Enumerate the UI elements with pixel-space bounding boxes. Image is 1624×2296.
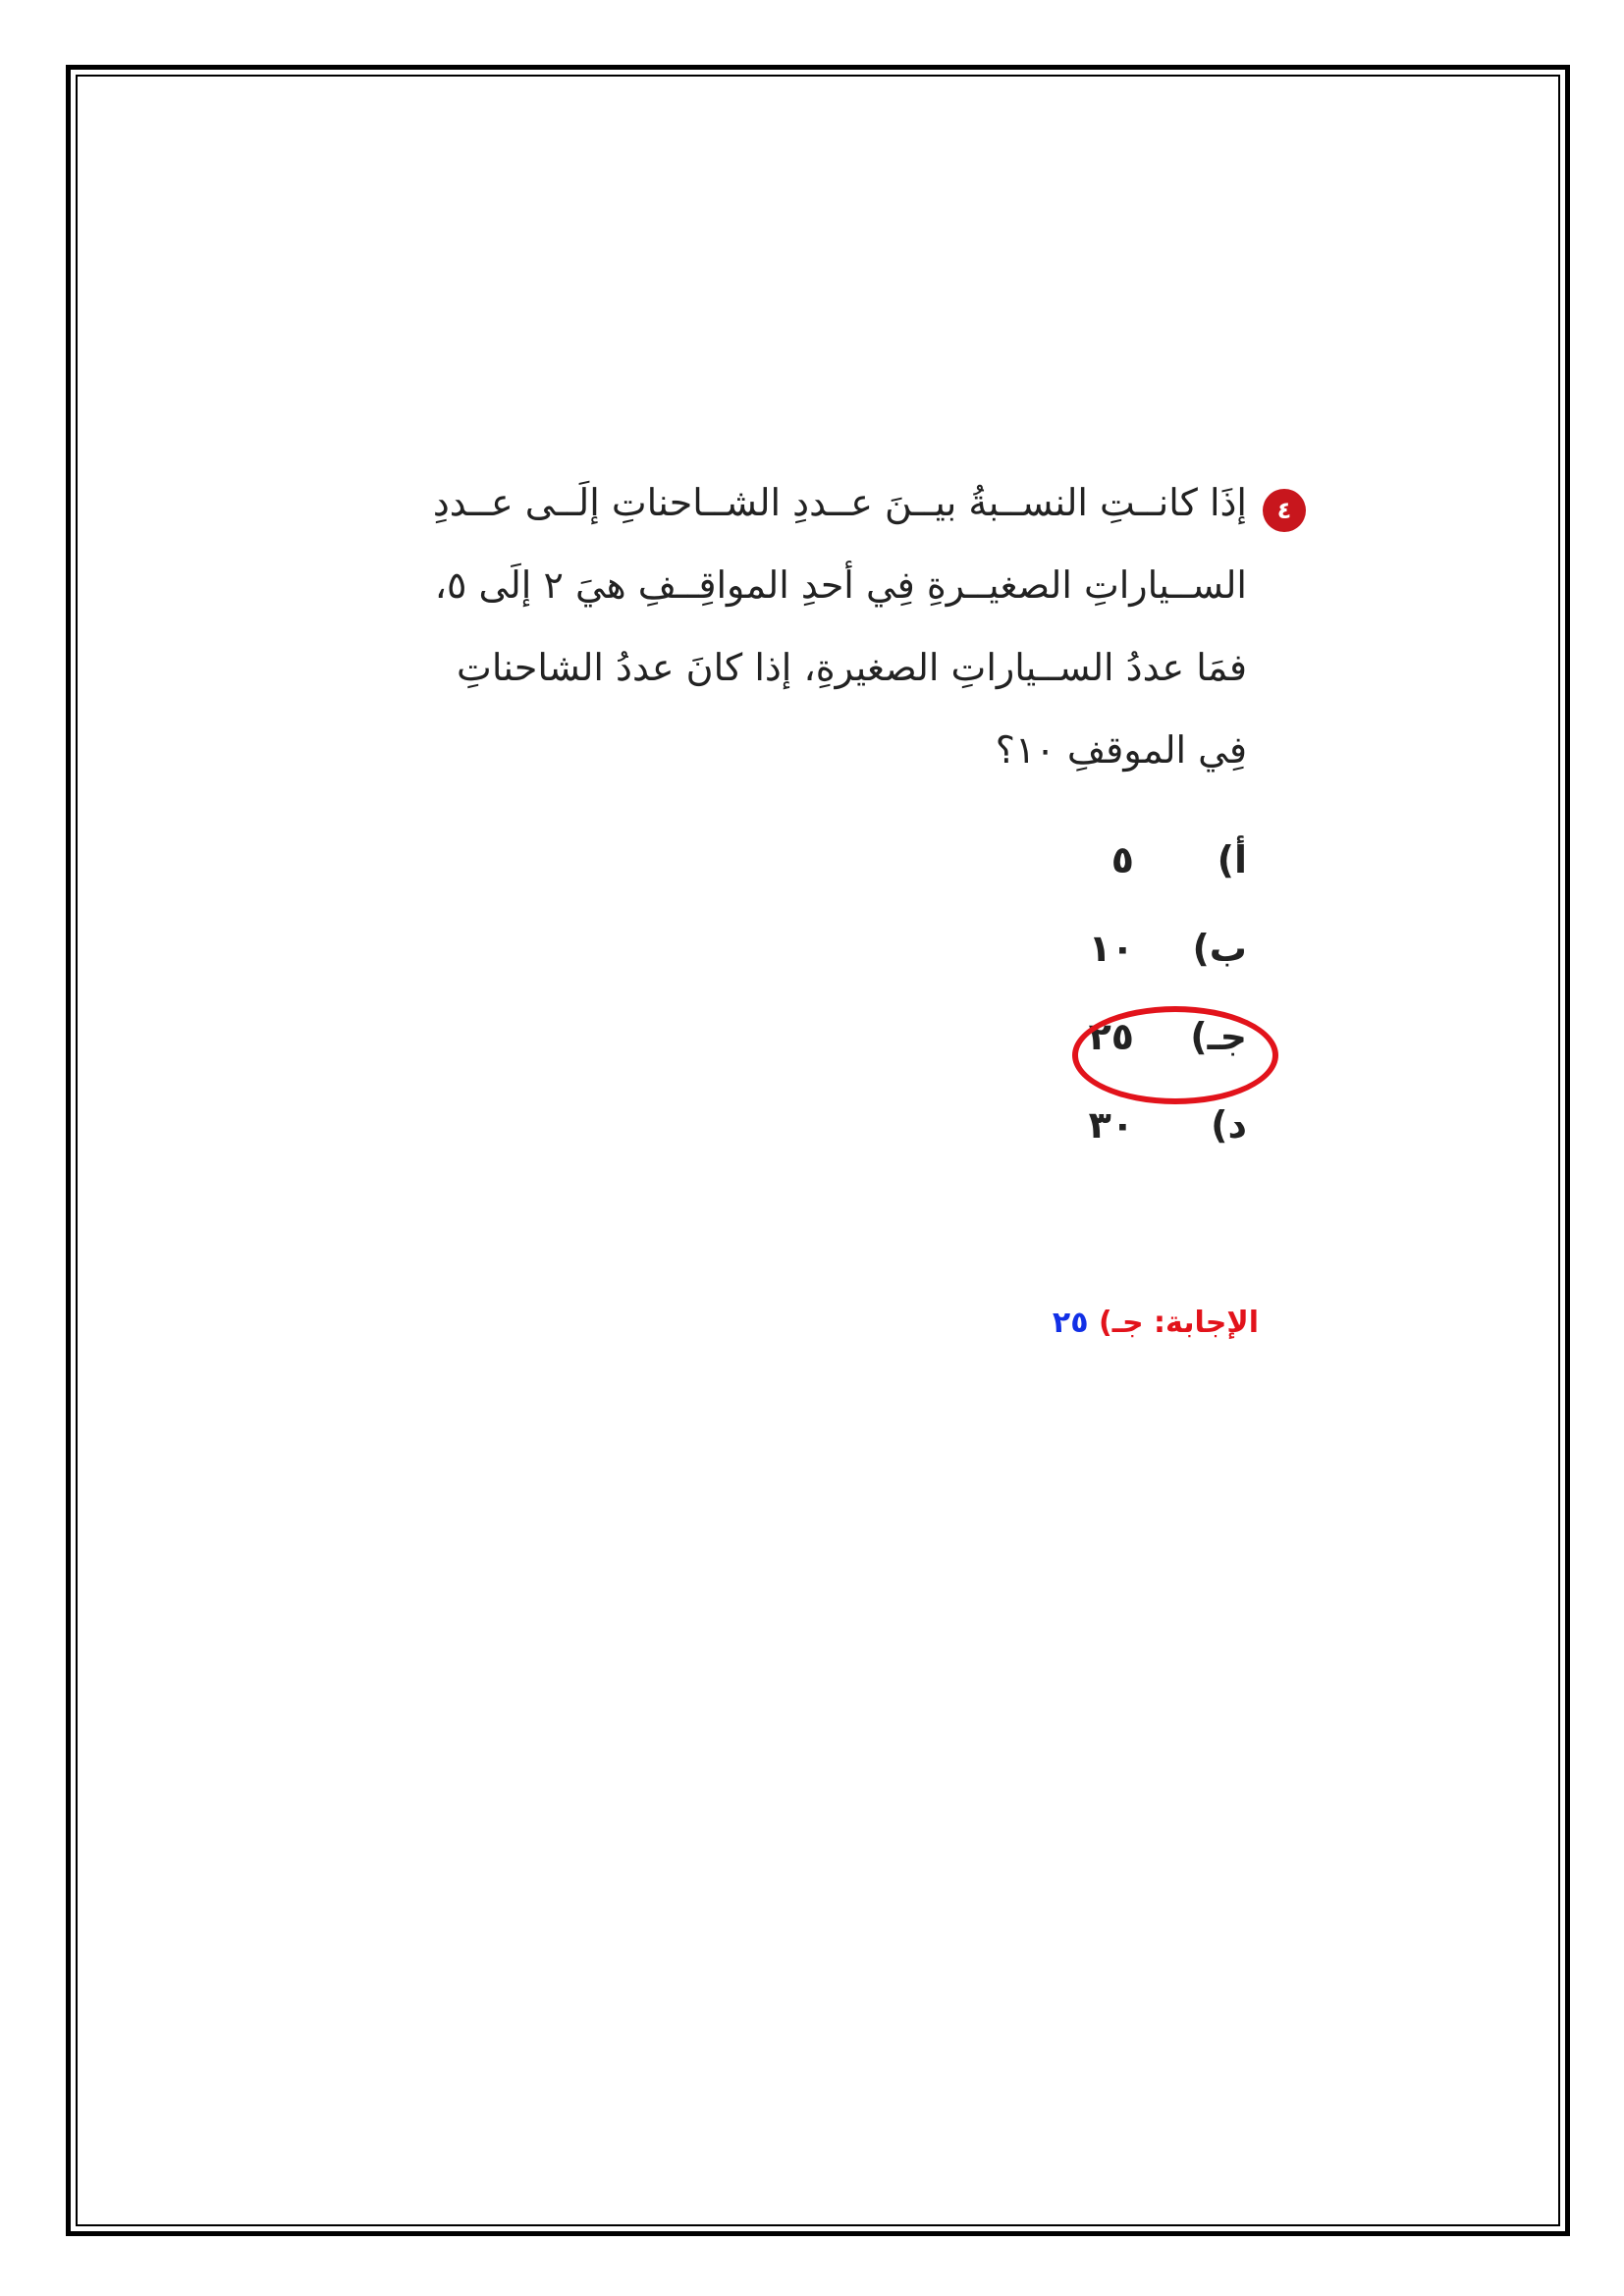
question-text-line-4: فِي الموقفِ ١٠؟ — [995, 728, 1247, 772]
answer-line — [1053, 1306, 1259, 1340]
option-c-letter: جـ) — [1190, 1015, 1247, 1058]
option-d-value: ٣٠ — [1088, 1103, 1134, 1147]
question-block — [393, 473, 1316, 1219]
question-number-badge: ٤ — [1263, 489, 1306, 532]
answer-label: الإجابة: جـ) — [1099, 1306, 1259, 1340]
correct-answer-circle — [1072, 1006, 1278, 1104]
option-b — [1051, 927, 1247, 986]
option-b-letter: ب) — [1192, 927, 1247, 970]
option-a-letter: أ) — [1217, 838, 1247, 881]
option-a-value: ٥ — [1110, 838, 1134, 881]
option-c-value: ٢٥ — [1088, 1015, 1134, 1058]
question-text-line-2: الســياراتِ الصغيــرةِ فِي أحدِ المواقِــفِ هيَ ٢ إلَى ٥، — [434, 563, 1247, 607]
option-b-value: ١٠ — [1088, 927, 1134, 970]
question-text-line-1: إذَا كانــتِ النســبةُ بيــنَ عــددِ الشــاحناتِ إلَــى عــددِ — [432, 481, 1247, 524]
answer-value: ٢٥ — [1052, 1306, 1089, 1340]
option-a — [1051, 838, 1247, 897]
option-d-letter: د) — [1211, 1103, 1247, 1147]
option-d — [1051, 1103, 1247, 1162]
question-text-line-3: فمَا عددُ الســياراتِ الصغيرةِ، إذا كانَ عددُ الشاحناتِ — [457, 646, 1247, 689]
